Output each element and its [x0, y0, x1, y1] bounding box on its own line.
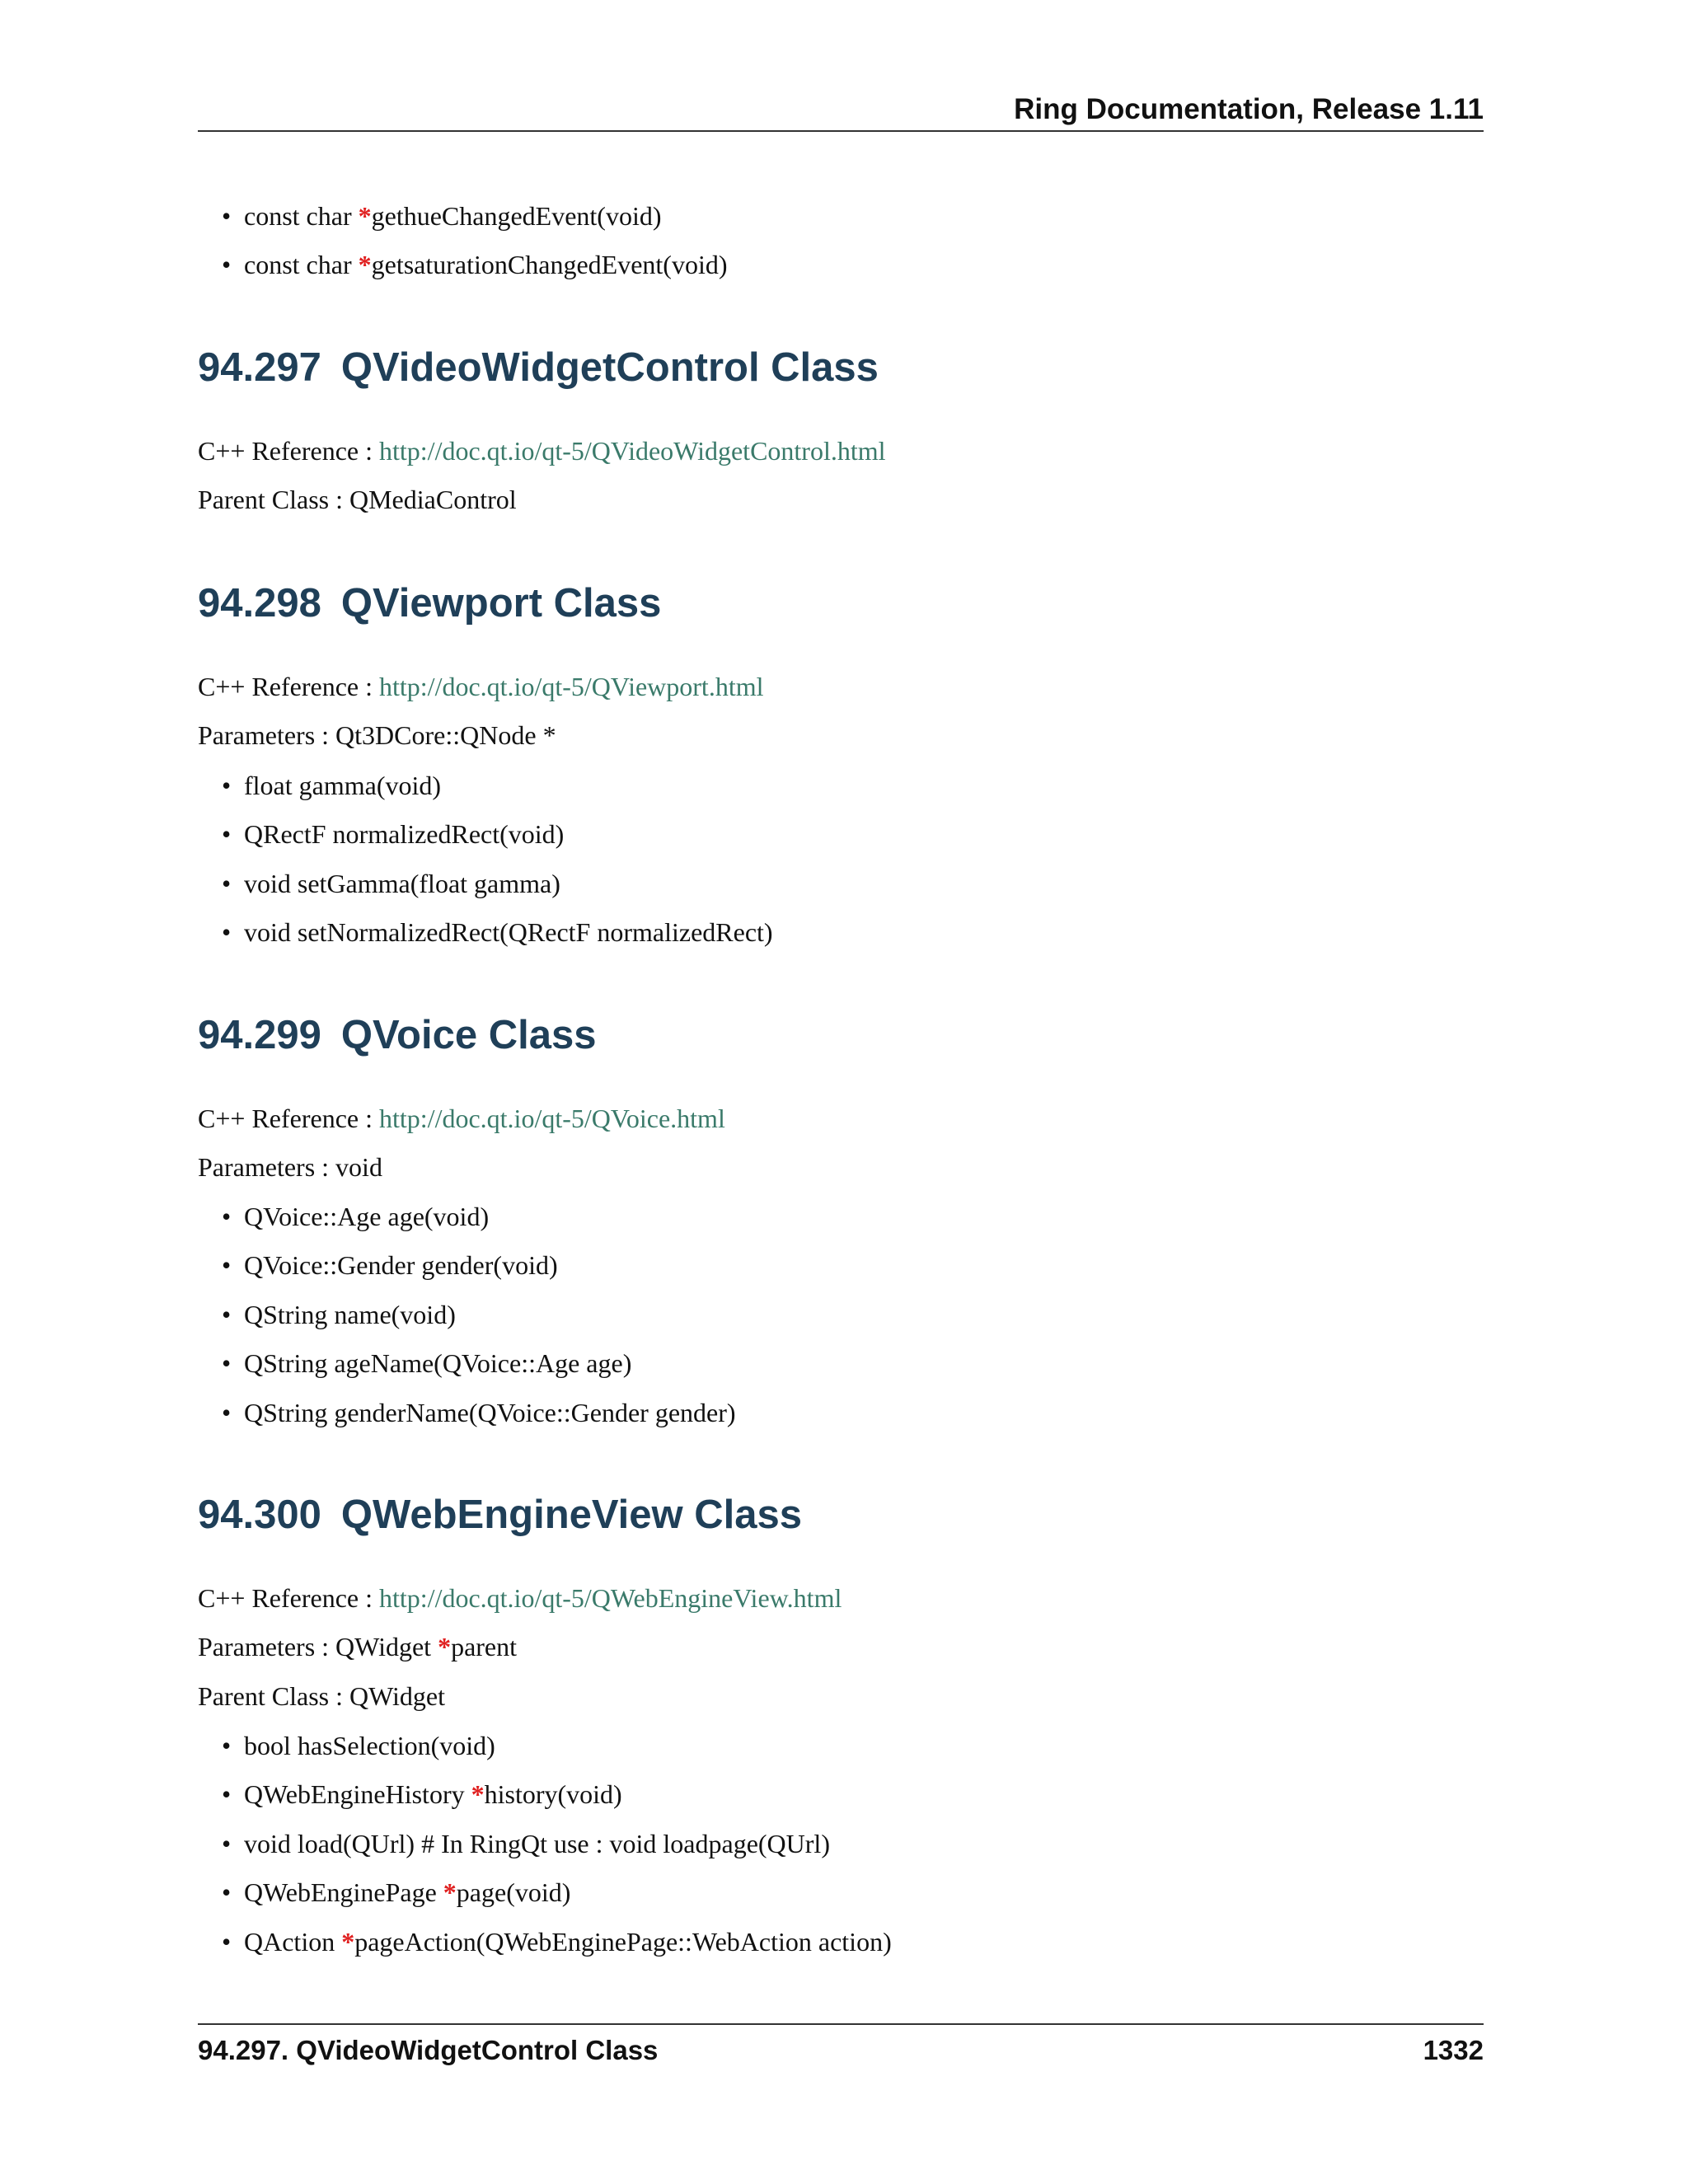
bullet-icon: •	[222, 869, 232, 898]
item-text: getsaturationChangedEvent(void)	[371, 250, 728, 279]
item-text: QWebEngineHistory	[244, 1779, 471, 1809]
item-text: void setNormalizedRect(QRectF normalizedRect)	[244, 917, 773, 947]
list-item	[222, 1777, 622, 1811]
list-item	[222, 817, 565, 851]
params-value: parent	[451, 1632, 518, 1661]
pointer-star: *	[341, 1927, 355, 1957]
section-number: 94.299	[198, 1013, 321, 1057]
reference-link[interactable]: http://doc.qt.io/qt-5/QVoice.html	[379, 1104, 725, 1133]
params-value: QWidget	[335, 1632, 438, 1661]
parameters	[198, 1629, 517, 1664]
reference-link[interactable]: http://doc.qt.io/qt-5/QViewport.html	[379, 672, 764, 701]
cpp-reference	[198, 434, 886, 468]
list-item	[222, 768, 442, 803]
page-number: 1332	[1423, 2035, 1484, 2065]
item-text: QVoice::Age age(void)	[244, 1202, 490, 1231]
parameters	[198, 718, 556, 752]
item-text: QString ageName(QVoice::Age age)	[244, 1348, 632, 1378]
bullet-icon: •	[222, 917, 232, 947]
item-text: page(void)	[456, 1877, 571, 1907]
ref-label: C++ Reference :	[198, 672, 379, 701]
page-header	[198, 92, 1484, 132]
list-item	[222, 1297, 456, 1332]
item-text: float gamma(void)	[244, 771, 442, 800]
bullet-icon: •	[222, 1398, 232, 1427]
item-text: void load(QUrl) # In RingQt use : void loadpage(QUrl)	[244, 1829, 830, 1858]
parameters	[198, 1150, 382, 1184]
list-item	[222, 199, 662, 233]
bullet-icon: •	[222, 1927, 232, 1957]
bullet-icon: •	[222, 1877, 232, 1907]
params-value: void	[335, 1152, 382, 1182]
pointer-star: *	[443, 1877, 457, 1907]
cpp-reference	[198, 1581, 842, 1615]
parent-class	[198, 1679, 445, 1713]
section-number: 94.297	[198, 345, 321, 390]
ref-label: C++ Reference :	[198, 436, 379, 466]
item-text: history(void)	[484, 1779, 622, 1809]
item-text: gethueChangedEvent(void)	[371, 201, 662, 231]
item-text: QVoice::Gender gender(void)	[244, 1250, 558, 1280]
bullet-icon: •	[222, 201, 232, 231]
pointer-star: *	[471, 1779, 485, 1809]
section-number: 94.298	[198, 581, 321, 626]
parent-value: QMediaControl	[349, 485, 517, 514]
item-text: QRectF normalizedRect(void)	[244, 819, 565, 849]
list-item	[222, 1924, 892, 1959]
parent-label: Parent Class :	[198, 1681, 349, 1711]
pointer-star: *	[358, 201, 372, 231]
item-text: bool hasSelection(void)	[244, 1731, 495, 1760]
list-item	[222, 1826, 830, 1861]
item-text: const char	[244, 250, 359, 279]
page-footer	[198, 2023, 1484, 2074]
bullet-icon: •	[222, 250, 232, 279]
section-heading-qvoice	[198, 1010, 596, 1060]
section-title: QViewport Class	[340, 581, 662, 626]
item-text: QAction	[244, 1927, 342, 1957]
bullet-icon: •	[222, 1300, 232, 1329]
list-item	[222, 1346, 632, 1380]
section-heading-qviewport	[198, 579, 661, 628]
item-text: void setGamma(float gamma)	[244, 869, 560, 898]
section-heading-qvideowidgetcontrol	[198, 343, 879, 392]
section-title: QWebEngineView Class	[340, 1493, 803, 1537]
parent-label: Parent Class :	[198, 485, 349, 514]
item-text: QString genderName(QVoice::Gender gender)	[244, 1398, 736, 1427]
list-item	[222, 1248, 558, 1282]
bullet-icon: •	[222, 1779, 232, 1809]
cpp-reference	[198, 1101, 725, 1136]
pointer-star: *	[438, 1632, 452, 1661]
bullet-icon: •	[222, 1250, 232, 1280]
list-item	[222, 1875, 571, 1910]
parent-class	[198, 482, 517, 517]
bullet-icon: •	[222, 1731, 232, 1760]
footer-section-title: 94.297. QVideoWidgetControl Class	[198, 2035, 659, 2065]
params-label: Parameters :	[198, 720, 336, 750]
bullet-icon: •	[222, 1829, 232, 1858]
parent-value: QWidget	[349, 1681, 445, 1711]
bullet-icon: •	[222, 771, 232, 800]
ref-label: C++ Reference :	[198, 1104, 379, 1133]
reference-link[interactable]: http://doc.qt.io/qt-5/QWebEngineView.html	[379, 1583, 842, 1613]
list-item	[222, 1199, 490, 1234]
list-item	[222, 247, 728, 282]
params-label: Parameters :	[198, 1632, 336, 1661]
list-item	[222, 1395, 736, 1430]
ref-label: C++ Reference :	[198, 1583, 379, 1613]
item-text: const char	[244, 201, 359, 231]
item-text: pageAction(QWebEnginePage::WebAction action)	[354, 1927, 892, 1957]
pointer-star: *	[358, 250, 372, 279]
section-title: QVideoWidgetControl Class	[340, 345, 879, 390]
list-item	[222, 866, 560, 901]
section-title: QVoice Class	[340, 1013, 597, 1057]
item-text: QWebEnginePage	[244, 1877, 443, 1907]
bullet-icon: •	[222, 1202, 232, 1231]
params-label: Parameters :	[198, 1152, 336, 1182]
list-item	[222, 915, 773, 949]
section-number: 94.300	[198, 1493, 321, 1537]
bullet-icon: •	[222, 819, 232, 849]
list-item	[222, 1728, 495, 1763]
item-text: QString name(void)	[244, 1300, 456, 1329]
bullet-icon: •	[222, 1348, 232, 1378]
params-value: Qt3DCore::QNode *	[335, 720, 556, 750]
header-title: Ring Documentation, Release 1.11	[1014, 93, 1484, 125]
reference-link[interactable]: http://doc.qt.io/qt-5/QVideoWidgetControl.html	[379, 436, 886, 466]
section-heading-qwebengineview	[198, 1490, 802, 1540]
cpp-reference	[198, 669, 763, 704]
